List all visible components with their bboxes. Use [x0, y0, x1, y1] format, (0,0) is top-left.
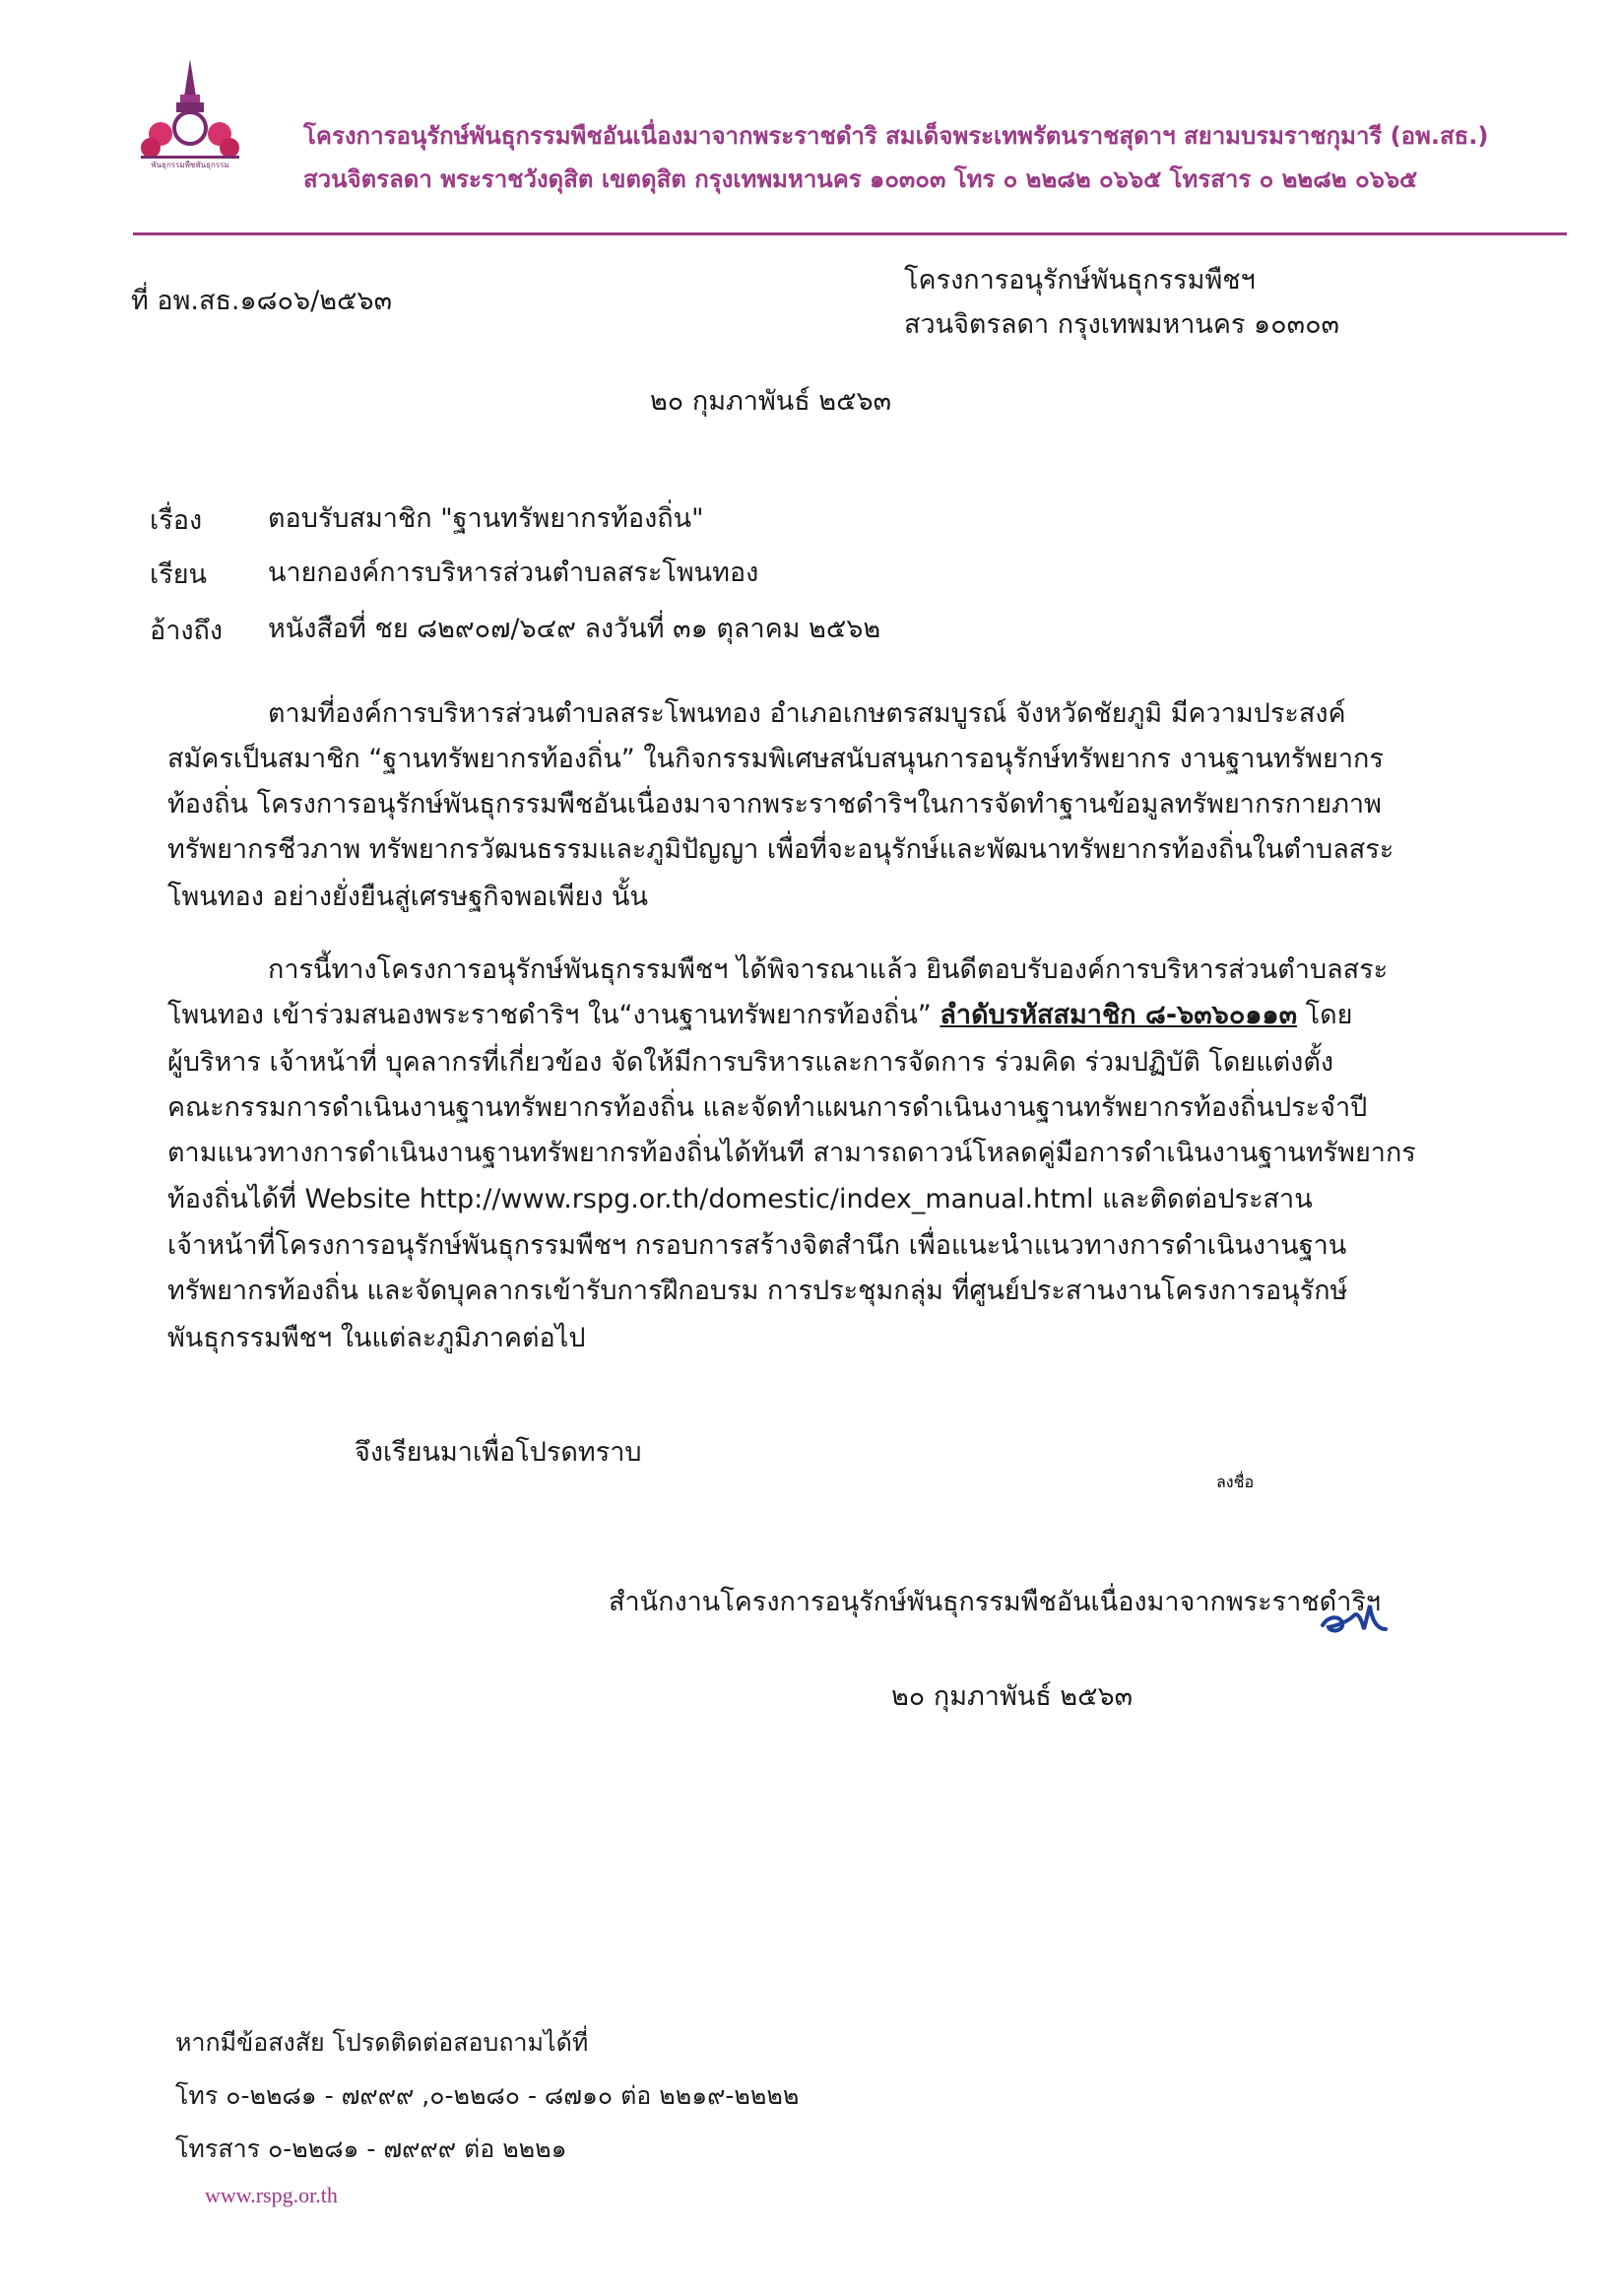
- paragraph-2-line-2-end: โดย: [1305, 1000, 1353, 1030]
- sender-address: สวนจิตรลดา กรุงเทพมหานคร ๑๐๓๐๓: [904, 309, 1340, 340]
- paragraph-2-line-3: ผู้บริหาร เจ้าหน้าที่ บุคลากรที่เกี่ยวข้อง จัดให้มีการบริหารและการจัดการ ร่วมคิด ร่วมปฏิบัติ โดยแต่งตั้ง: [167, 1047, 1334, 1078]
- footer-phone: โทร ๐-๒๒๘๑ - ๗๙๙๙ ,๐-๒๒๘๐ - ๘๗๑๐ ต่อ ๒๒๑๙-๒๒๒๒: [175, 2081, 800, 2110]
- rspg-logo: [131, 57, 249, 170]
- paragraph-2-line-9: พันธุกรรมพืชฯ ในแต่ละภูมิภาคต่อไป: [167, 1323, 586, 1353]
- signature-office: สำนักงานโครงการอนุรักษ์พันธุกรรมพืชอันเนื่องมาจากพระราชดำริฯ: [609, 1587, 1382, 1617]
- paragraph-1-line-2: สมัครเป็นสมาชิก “ฐานทรัพยากรท้องถิ่น” ในกิจกรรมพิเศษสนับสนุนการอนุรักษ์ทรัพยากร งานฐานทรัพยากร: [167, 744, 1384, 774]
- footer-website[interactable]: www.rspg.or.th: [205, 2183, 338, 2207]
- footer-fax: โทรสาร ๐-๒๒๘๑ - ๗๙๙๙ ต่อ ๒๒๒๑: [175, 2134, 567, 2163]
- paragraph-2-line-6: ท้องถิ่นได้ที่ Website http://www.rspg.or.th/domestic/index_manual.html และติดต่อประสาน: [167, 1184, 1313, 1214]
- reference-number: ที่ อพ.สธ.๑๘๐๖/๒๕๖๓: [131, 286, 393, 316]
- signature-mark: [1216, 1473, 1394, 1645]
- header-line-2: สวนจิตรลดา พระราชวังดุสิต เขตดุสิต กรุงเทพมหานคร ๑๐๓๐๓ โทร ๐ ๒๒๘๒ ๐๖๖๕ โทรสาร ๐ ๒๒๘๒ ๐๖๖๕: [303, 165, 1418, 193]
- recipient-label: เรียน: [150, 559, 208, 590]
- letter-date: ๒๐ กุมภาพันธ์ ๒๕๖๓: [650, 386, 892, 417]
- paragraph-2-line-7: เจ้าหน้าที่โครงการอนุรักษ์พันธุกรรมพืชฯ กรอบการสร้างจิตสำนึก เพื่อแนะนำแนวทางการดำเนินงานฐาน: [167, 1230, 1347, 1261]
- subject-label: เรื่อง: [150, 505, 203, 536]
- signature-date: ๒๐ กุมภาพันธ์ ๒๕๖๓: [891, 1681, 1134, 1712]
- header-divider: [133, 232, 1567, 235]
- paragraph-2-line-1: การนี้ทางโครงการอนุรักษ์พันธุกรรมพืชฯ ได้พิจารณาแล้ว ยินดีตอบรับองค์การบริหารส่วนตำบลสระ: [268, 954, 1389, 985]
- member-code: ลำดับรหัสสมาชิก ๘-๖๓๖๐๑๑๓: [940, 1000, 1298, 1030]
- recipient-text: นายกองค์การบริหารส่วนตำบลสระโพนทอง: [268, 558, 759, 588]
- paragraph-1-line-5: โพนทอง อย่างยั่งยืนสู่เศรษฐกิจพอเพียง นั้น: [167, 882, 648, 912]
- sender-name: โครงการอนุรักษ์พันธุกรรมพืชฯ: [904, 265, 1256, 295]
- reference-text: หนังสือที่ ชย ๘๒๙๐๗/๖๔๙ ลงวันที่ ๓๑ ตุลาคม ๒๕๖๒: [268, 614, 881, 644]
- signature-text: ลงชื่อ: [1216, 1473, 1255, 1491]
- paragraph-2-line-8: ทรัพยากรท้องถิ่น และจัดบุคลากรเข้ารับการฝึกอบรม การประชุมกลุ่ม ที่ศูนย์ประสานงานโครงการอนุรักษ์: [167, 1276, 1348, 1306]
- paragraph-2-line-4: คณะกรรมการดำเนินงานฐานทรัพยากรท้องถิ่น และจัดทำแผนการดำเนินงานฐานทรัพยากรท้องถิ่นประจำปี: [167, 1092, 1368, 1123]
- paragraph-1-line-4: ทรัพยากรชีวภาพ ทรัพยากรวัฒนธรรมและภูมิปัญญา เพื่อที่จะอนุรักษ์และพัฒนาทรัพยากรท้องถิ่นในตำบลสระ: [167, 834, 1394, 865]
- logo-caption: พันธุกรรมพืชพันธุกรรม: [151, 161, 229, 169]
- header-line-1: โครงการอนุรักษ์พันธุกรรมพืชอันเนื่องมาจากพระราชดำริ สมเด็จพระเทพรัตนราชสุดาฯ สยามบรมราชกุมารี (อพ.สธ.): [303, 122, 1489, 150]
- footer-inquiry: หากมีข้อสงสัย โปรดติดต่อสอบถามได้ที่: [175, 2028, 589, 2057]
- closing-text: จึงเรียนมาเพื่อโปรดทราบ: [355, 1437, 642, 1468]
- reference-label: อ้างถึง: [150, 616, 224, 646]
- paragraph-1-line-1: ตามที่องค์การบริหารส่วนตำบลสระโพนทอง อำเภอเกษตรสมบูรณ์ จังหวัดชัยภูมิ มีความประสงค์: [268, 698, 1346, 729]
- subject-text: ตอบรับสมาชิก "ฐานทรัพยากรท้องถิ่น": [268, 503, 704, 534]
- paragraph-2-line-2-text: โพนทอง เข้าร่วมสนองพระราชดำริฯ ใน“งานฐานทรัพยากรท้องถิ่น”: [167, 1000, 932, 1030]
- paragraph-1-line-3: ท้องถิ่น โครงการอนุรักษ์พันธุกรรมพืชอันเนื่องมาจากพระราชดำริฯในการจัดทำฐานข้อมูลทรัพยากรกายภาพ: [167, 789, 1382, 820]
- paragraph-2-line-5: ตามแนวทางการดำเนินงานฐานทรัพยากรท้องถิ่นได้ทันที สามารถดาวน์โหลดคู่มือการดำเนินงานฐานทรัพยากร: [167, 1138, 1416, 1168]
- paragraph-2-line-2: [167, 993, 1352, 1035]
